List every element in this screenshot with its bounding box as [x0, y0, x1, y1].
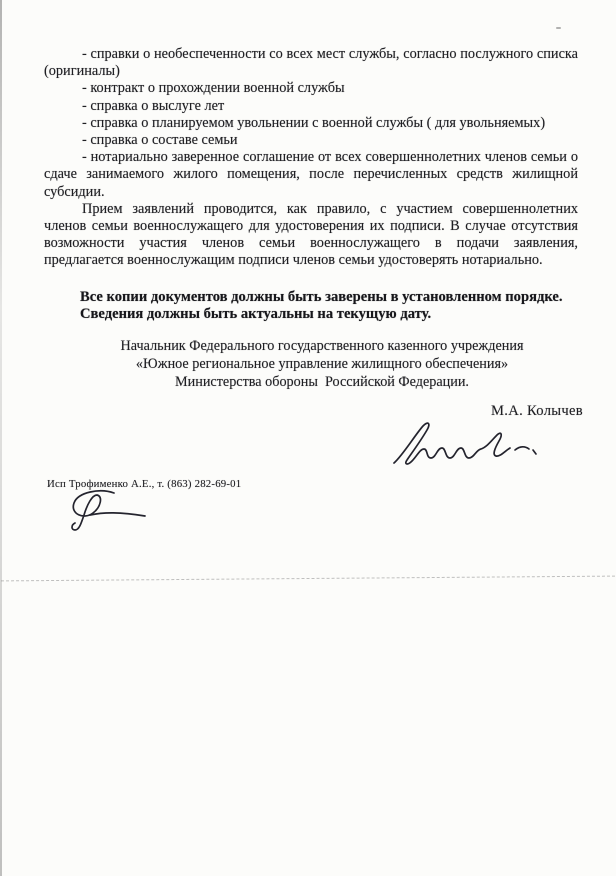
signatory-title-line-2: «Южное региональное управление жилищного обеспечения» [135, 356, 509, 372]
signatory-title-line-1: Начальник Федерального государственного казенного учреждения [120, 338, 524, 354]
executor-paraph-scribble [56, 487, 151, 533]
list-item-certificates: - справки о необеспеченности со всех мест службы, согласно послужного списка (оригиналы) [44, 46, 578, 80]
bold-notice-line-1: Все копии документов должны быть заверены в установленном порядке. [80, 289, 563, 305]
bold-notice [80, 289, 580, 322]
signatory-title-block [64, 337, 580, 391]
signatory-name: М.А. Колычев [491, 403, 583, 419]
document-body-text [44, 46, 578, 270]
list-item-notarized-agreement: - нотариально заверенное соглашение от всех совершеннолетних членов семьи о сдаче занимаемого жилого помещения, после перечисленных средств жилищной субсидии. [44, 149, 578, 200]
list-item-contract: - контракт о прохождении военной службы [82, 80, 345, 97]
scan-edge-shadow [0, 0, 2, 876]
bold-notice-line-2: Сведения должны быть актуальны на текущую дату. [80, 305, 432, 322]
executor-contact-line: Исп Трофименко А.Е., т. (863) 282-69-01 [47, 478, 242, 490]
paper-fold-crease [0, 576, 616, 582]
scan-artifact-speck [556, 27, 561, 29]
list-item-service-length: - справка о выслуге лет [82, 97, 225, 114]
signatory-title-line-3: Министерства обороны Российской Федерации. [175, 374, 469, 390]
list-item-discharge: - справка о планируемом увольнении с военной службы ( для увольняемых) [82, 114, 546, 131]
paragraph-application-intake: Прием заявлений проводится, как правило, с участием совершеннолетних членов семьи военнослужащего для удостоверения их подписи. В случае отсутствия возможности участия членов семьи военнослужащего в подачи заявления, предлагается военнослужащим подписи членов семьи удостоверять нотариально. [44, 200, 578, 269]
chief-signature-scribble [391, 419, 541, 469]
list-item-family: - справка о составе семьи [82, 132, 238, 149]
